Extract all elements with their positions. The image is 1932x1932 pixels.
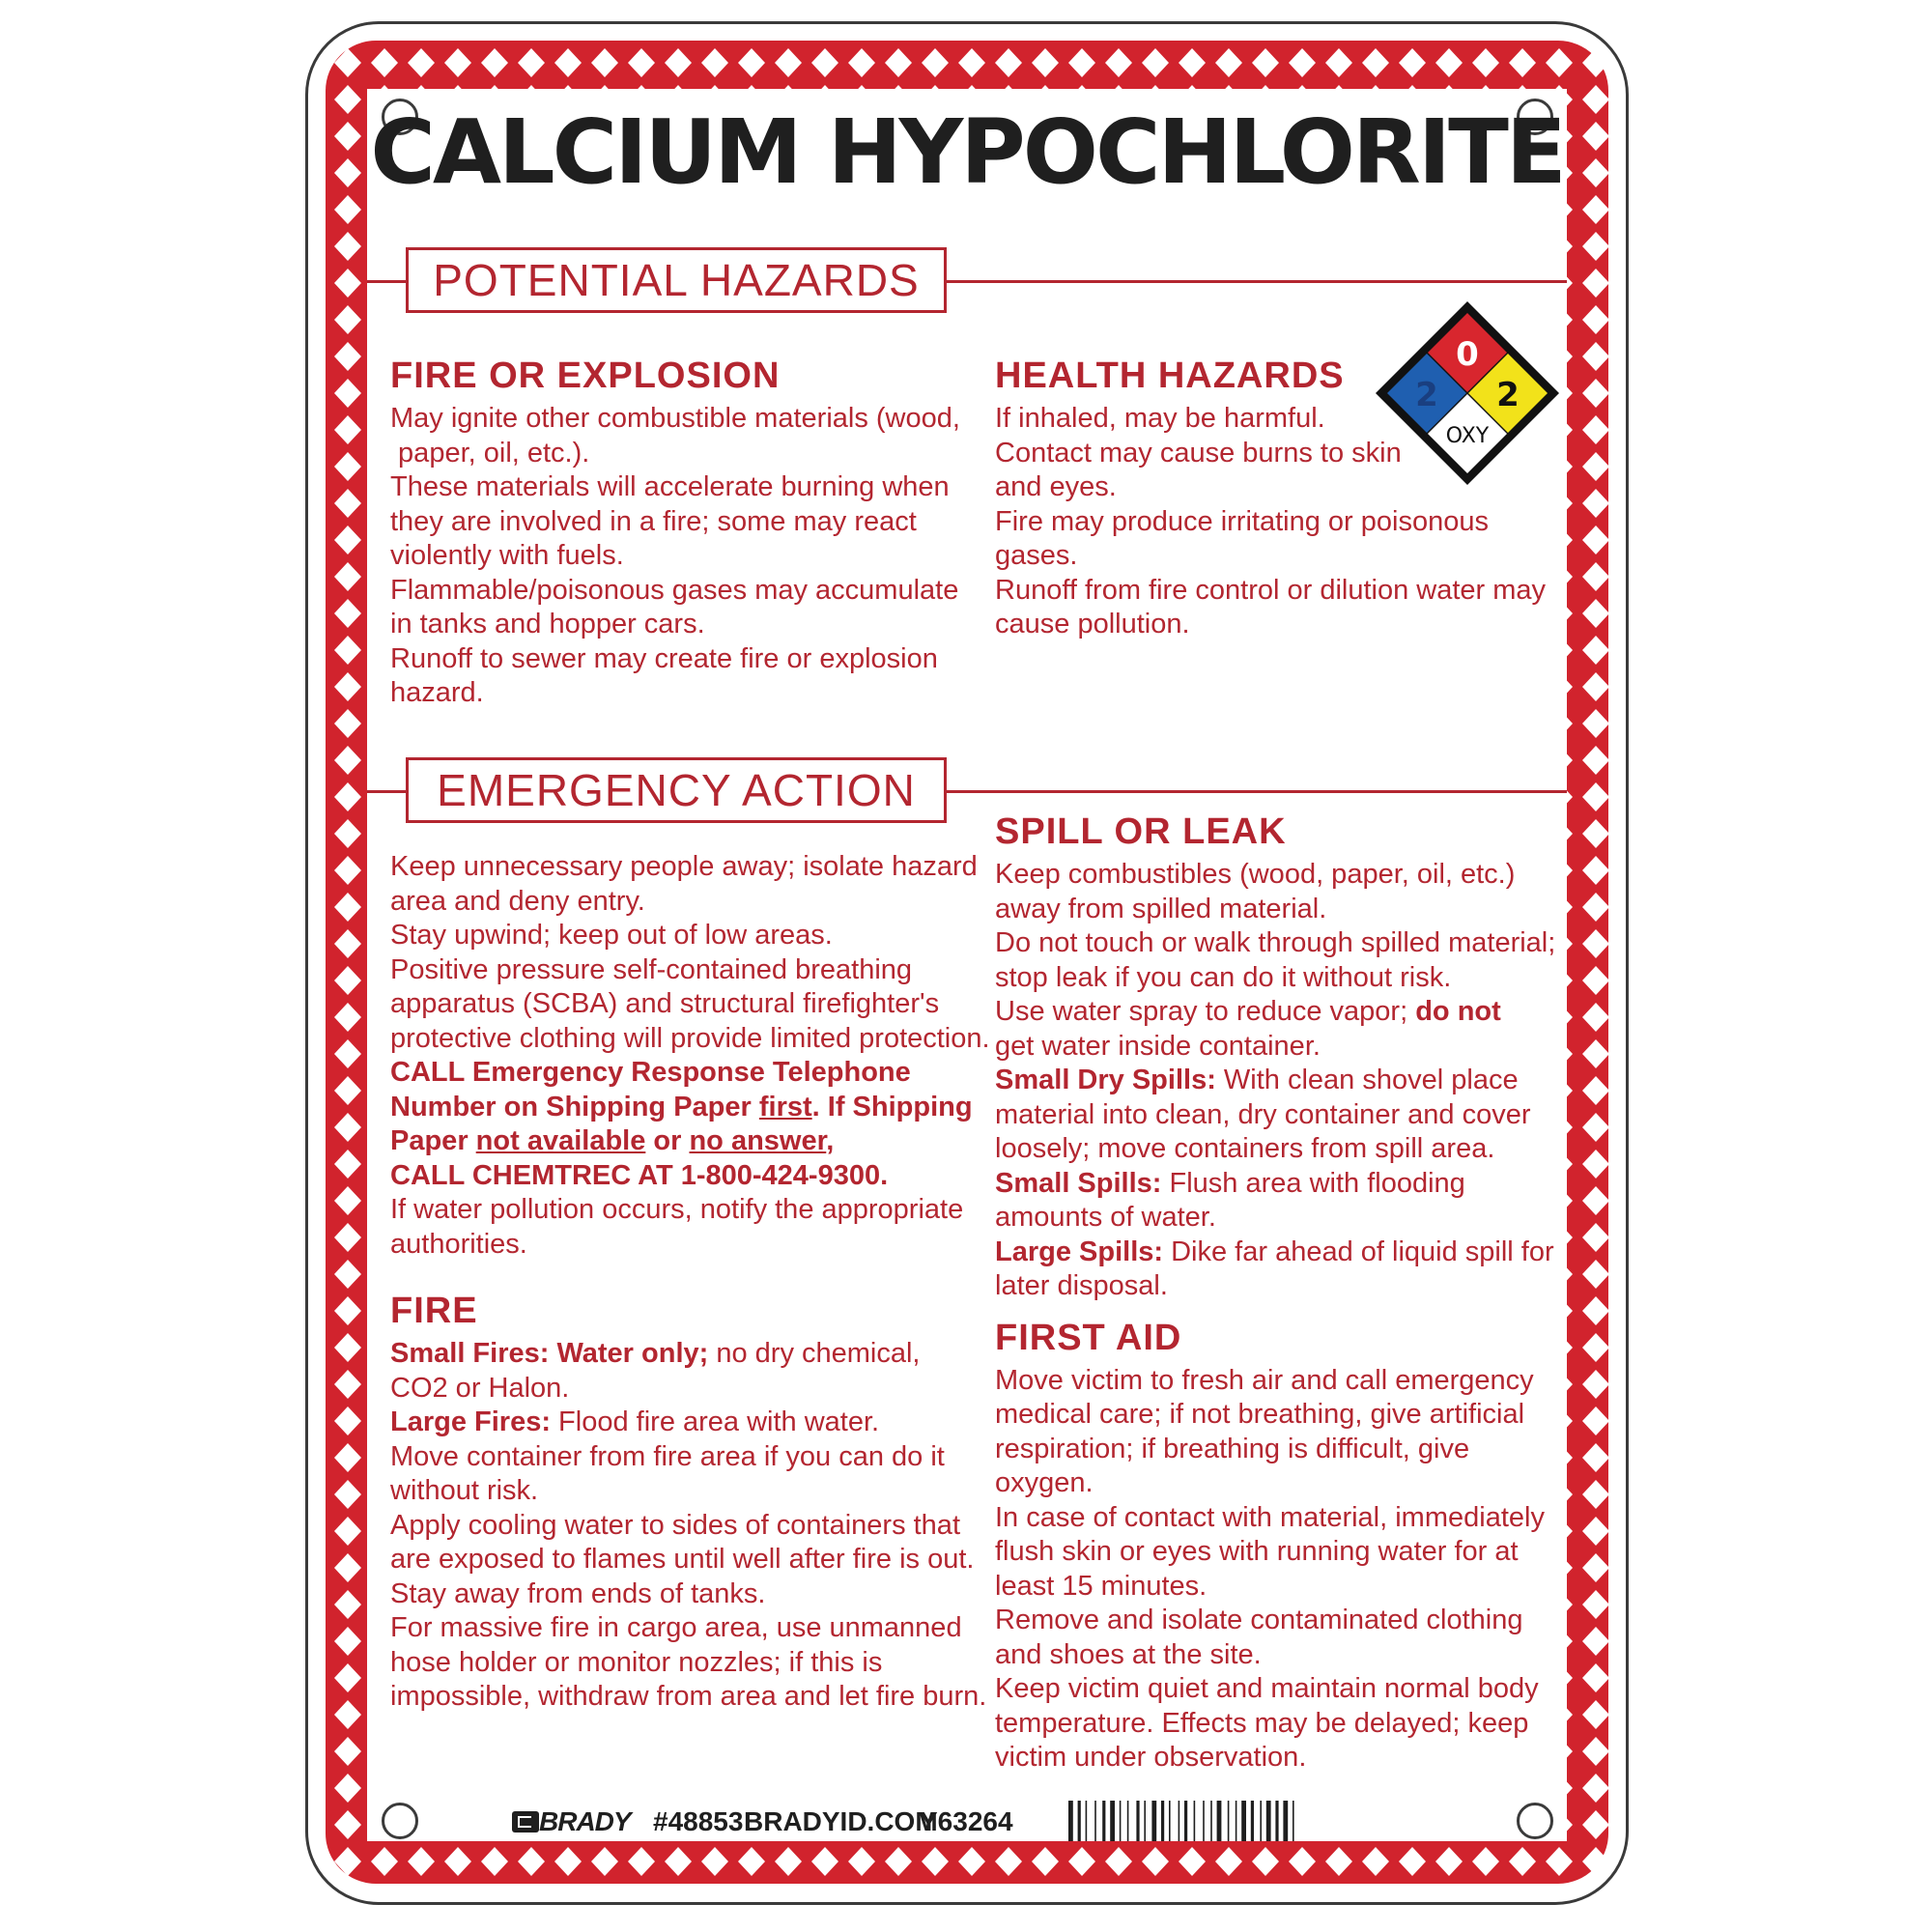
spill-vapor-emphasis: do not [1415, 996, 1501, 1027]
barcode-bar [1068, 1801, 1073, 1841]
health-hazards-heading: HEALTH HAZARDS [995, 355, 1345, 396]
fire-or-explosion-line: Runoff to sewer may create fire or explosion [390, 642, 938, 674]
spill-line: stop leak if you can do it without risk. [995, 961, 1452, 993]
spill-small-text: Flush area with flooding [1161, 1167, 1465, 1199]
spill-line: material into clean, dry container and cover [995, 1098, 1531, 1130]
health-hazards-line: and eyes. [995, 471, 1117, 502]
spill-line: Do not touch or walk through spilled material; [995, 927, 1556, 958]
fire-small-label: Small Fires: Water only; [390, 1338, 709, 1369]
barcode-bar [1241, 1801, 1246, 1841]
barcode-bar [1283, 1801, 1288, 1841]
fire-heading: FIRE [390, 1291, 478, 1331]
barcode-bar [1275, 1801, 1278, 1841]
spill-small-dry-text: With clean shovel place [1215, 1065, 1519, 1095]
spill-large-label: Large Spills: [995, 1236, 1164, 1267]
barcode-bar [1169, 1801, 1171, 1841]
barcode-bar [1203, 1801, 1205, 1841]
fire-line: hose holder or monitor nozzles; if this is [390, 1646, 883, 1678]
spill-line: away from spilled material. [995, 893, 1327, 924]
spill-vapor-text: Use water spray to reduce vapor; [995, 996, 1416, 1027]
barcode-bar [1260, 1801, 1262, 1841]
mounting-hole-bottom-right [1517, 1803, 1553, 1839]
spill-line: later disposal. [995, 1270, 1168, 1301]
emergency-line: authorities. [390, 1228, 527, 1260]
first-aid-line: victim under observation. [995, 1742, 1307, 1773]
nfpa-health-value: 2 [1415, 376, 1438, 414]
section-label-emergency-action: EMERGENCY ACTION [406, 757, 947, 823]
spill-small-dry-line [995, 1064, 1565, 1098]
emergency-line: Stay upwind; keep out of low areas. [390, 920, 833, 951]
fire-small-line [390, 1337, 987, 1372]
first-aid-line: respiration; if breathing is difficult, give [995, 1433, 1470, 1464]
fire-or-explosion-line: hazard. [390, 677, 484, 708]
health-hazards-line: Fire may produce irritating or poisonous [995, 505, 1489, 537]
emergency-call-emphasis: first [758, 1091, 812, 1122]
fire-line: impossible, withdraw from area and let fire burn. [390, 1681, 987, 1712]
spill-small-dry-label: Small Dry Spills: [995, 1065, 1216, 1095]
first-aid-line: and shoes at the site. [995, 1638, 1262, 1670]
barcode-bar [1266, 1801, 1271, 1841]
chemtrec-phone-line [390, 1159, 987, 1194]
barcode-bar [1078, 1801, 1081, 1841]
barcode-bar [1210, 1801, 1212, 1841]
brady-logo-icon [512, 1811, 539, 1833]
fire-or-explosion-line: Flammable/poisonous gases may accumulate [390, 574, 959, 606]
emergency-call-emphasis: not available [475, 1125, 646, 1156]
spill-line: loosely; move containers from spill area. [995, 1133, 1495, 1164]
section-label-potential-hazards: POTENTIAL HAZARDS [406, 247, 947, 313]
nfpa-special-value: OXY [1445, 424, 1490, 448]
health-hazards-line: Contact may cause burns to skin [995, 437, 1402, 469]
fire-or-explosion-block [390, 355, 970, 711]
health-hazards-line: gases. [995, 540, 1078, 571]
fire-or-explosion-heading: FIRE OR EXPLOSION [390, 355, 781, 396]
barcode-bar [1094, 1801, 1096, 1841]
emergency-line: If water pollution occurs, notify the appropriate [390, 1194, 964, 1225]
first-aid-line: least 15 minutes. [995, 1570, 1208, 1602]
emergency-call-text: CALL Emergency Response Telephone [390, 1057, 911, 1088]
barcode-bar [1293, 1801, 1294, 1841]
spill-and-first-aid-block [995, 811, 1565, 1776]
first-aid-line: temperature. Effects may be delayed; keep [995, 1707, 1529, 1739]
first-aid-line: Move victim to fresh air and call emergency [995, 1364, 1534, 1396]
fire-or-explosion-line: violently with fuels. [390, 540, 624, 571]
emergency-line: apparatus (SCBA) and structural firefighter's [390, 988, 940, 1019]
product-code: Y63264 [920, 1806, 1013, 1836]
fire-large-label: Large Fires: [390, 1406, 551, 1437]
chemtrec-phone: CALL CHEMTREC AT 1-800-424-9300. [390, 1159, 889, 1191]
fire-line: without risk. [390, 1475, 539, 1506]
chemtrec-call-line [390, 1091, 987, 1125]
barcode-bar [1161, 1801, 1164, 1841]
spill-heading: SPILL OR LEAK [995, 811, 1287, 852]
fire-or-explosion-line: These materials will accelerate burning when [390, 471, 950, 502]
spill-vapor-line [995, 995, 1565, 1030]
emergency-line: area and deny entry. [390, 885, 645, 917]
fire-or-explosion-line: in tanks and hopper cars. [390, 609, 705, 639]
health-hazards-line: If inhaled, may be harmful. [995, 403, 1325, 434]
emergency-call-emphasis: no answer [689, 1125, 827, 1156]
barcode-bar [1236, 1801, 1237, 1841]
fire-small-text: no dry chemical, [708, 1338, 921, 1369]
fire-line: are exposed to flames until well after fire is out. [390, 1544, 975, 1575]
emergency-line: protective clothing will provide limited protection. [390, 1022, 990, 1054]
emergency-call-text: or [645, 1125, 690, 1156]
spill-line: amounts of water. [995, 1202, 1216, 1233]
barcode-bar [1102, 1801, 1105, 1841]
barcode-bar [1120, 1801, 1122, 1841]
fire-or-explosion-line: they are involved in a fire; some may react [390, 505, 917, 537]
brady-logo [512, 1804, 631, 1839]
barcode-bar [1228, 1801, 1230, 1841]
barcode-bar [1184, 1801, 1187, 1841]
barcode-bar [1251, 1801, 1254, 1841]
health-hazards-line: Runoff from fire control or dilution water may [995, 574, 1547, 606]
fire-line: Move container from fire area if you can do it [390, 1440, 945, 1472]
emergency-call-text: . If Shipping [811, 1091, 973, 1122]
spill-large-text: Dike far ahead of liquid spill for [1163, 1236, 1554, 1267]
barcode-bar [1194, 1801, 1196, 1841]
fire-line: Stay away from ends of tanks. [390, 1577, 766, 1609]
fire-line: CO2 or Halon. [390, 1372, 570, 1404]
barcode-bar [1144, 1801, 1146, 1841]
first-aid-line: Remove and isolate contaminated clothing [995, 1605, 1523, 1635]
first-aid-heading: FIRST AID [995, 1317, 1182, 1358]
spill-small-label: Small Spills: [995, 1167, 1162, 1199]
fire-or-explosion-line: May ignite other combustible materials (wood, [390, 403, 960, 434]
barcode-bar [1136, 1801, 1139, 1841]
first-aid-line: In case of contact with material, immediately [995, 1501, 1545, 1533]
mounting-hole-bottom-left [382, 1803, 418, 1839]
fire-large-text: Flood fire area with water. [551, 1406, 880, 1437]
health-hazards-line: cause pollution. [995, 609, 1190, 639]
emergency-call-text: Paper [390, 1125, 476, 1156]
barcode-bar [1127, 1801, 1129, 1841]
part-number: #48853 [653, 1806, 744, 1836]
first-aid-line: flush skin or eyes with running water for at [995, 1536, 1519, 1567]
fire-or-explosion-line: paper, oil, etc.). [390, 437, 590, 469]
first-aid-line: medical care; if not breathing, give artificial [995, 1399, 1525, 1430]
spill-large-line [995, 1236, 1565, 1270]
first-aid-line: Keep victim quiet and maintain normal body [995, 1673, 1539, 1704]
barcode-bar [1110, 1801, 1115, 1841]
emergency-line: Keep unnecessary people away; isolate hazard [390, 851, 978, 882]
fire-large-line [390, 1406, 987, 1440]
barcode-bar [1217, 1801, 1222, 1841]
emergency-action-block [390, 850, 990, 1715]
nfpa-diamond-icon [1376, 301, 1559, 485]
barcode-bar [1179, 1801, 1180, 1841]
barcode [1066, 1801, 1443, 1841]
chemtrec-call-line [390, 1124, 987, 1159]
spill-line: get water inside container. [995, 1030, 1321, 1062]
fire-line: For massive fire in cargo area, use unmanned [390, 1612, 962, 1643]
chemtrec-call-line [390, 1056, 987, 1091]
brady-website: BRADYID.COM [744, 1806, 938, 1836]
first-aid-line: oxygen. [995, 1467, 1094, 1498]
sign-title: CALCIUM HYPOCHLORITE [370, 100, 1564, 204]
emergency-call-text: Number on Shipping Paper [390, 1091, 759, 1122]
spill-line: Keep combustibles (wood, paper, oil, etc.) [995, 859, 1516, 890]
brady-brand: BRADY [539, 1806, 631, 1836]
nfpa-flammability-value: 0 [1456, 335, 1479, 374]
barcode-bar [1086, 1801, 1088, 1841]
emergency-line: Positive pressure self-contained breathing [390, 953, 913, 985]
fire-line: Apply cooling water to sides of containers that [390, 1509, 960, 1541]
barcode-bar [1151, 1801, 1156, 1841]
nfpa-instability-value: 2 [1496, 376, 1520, 414]
emergency-call-text: , [826, 1125, 835, 1156]
spill-small-line [995, 1167, 1565, 1202]
